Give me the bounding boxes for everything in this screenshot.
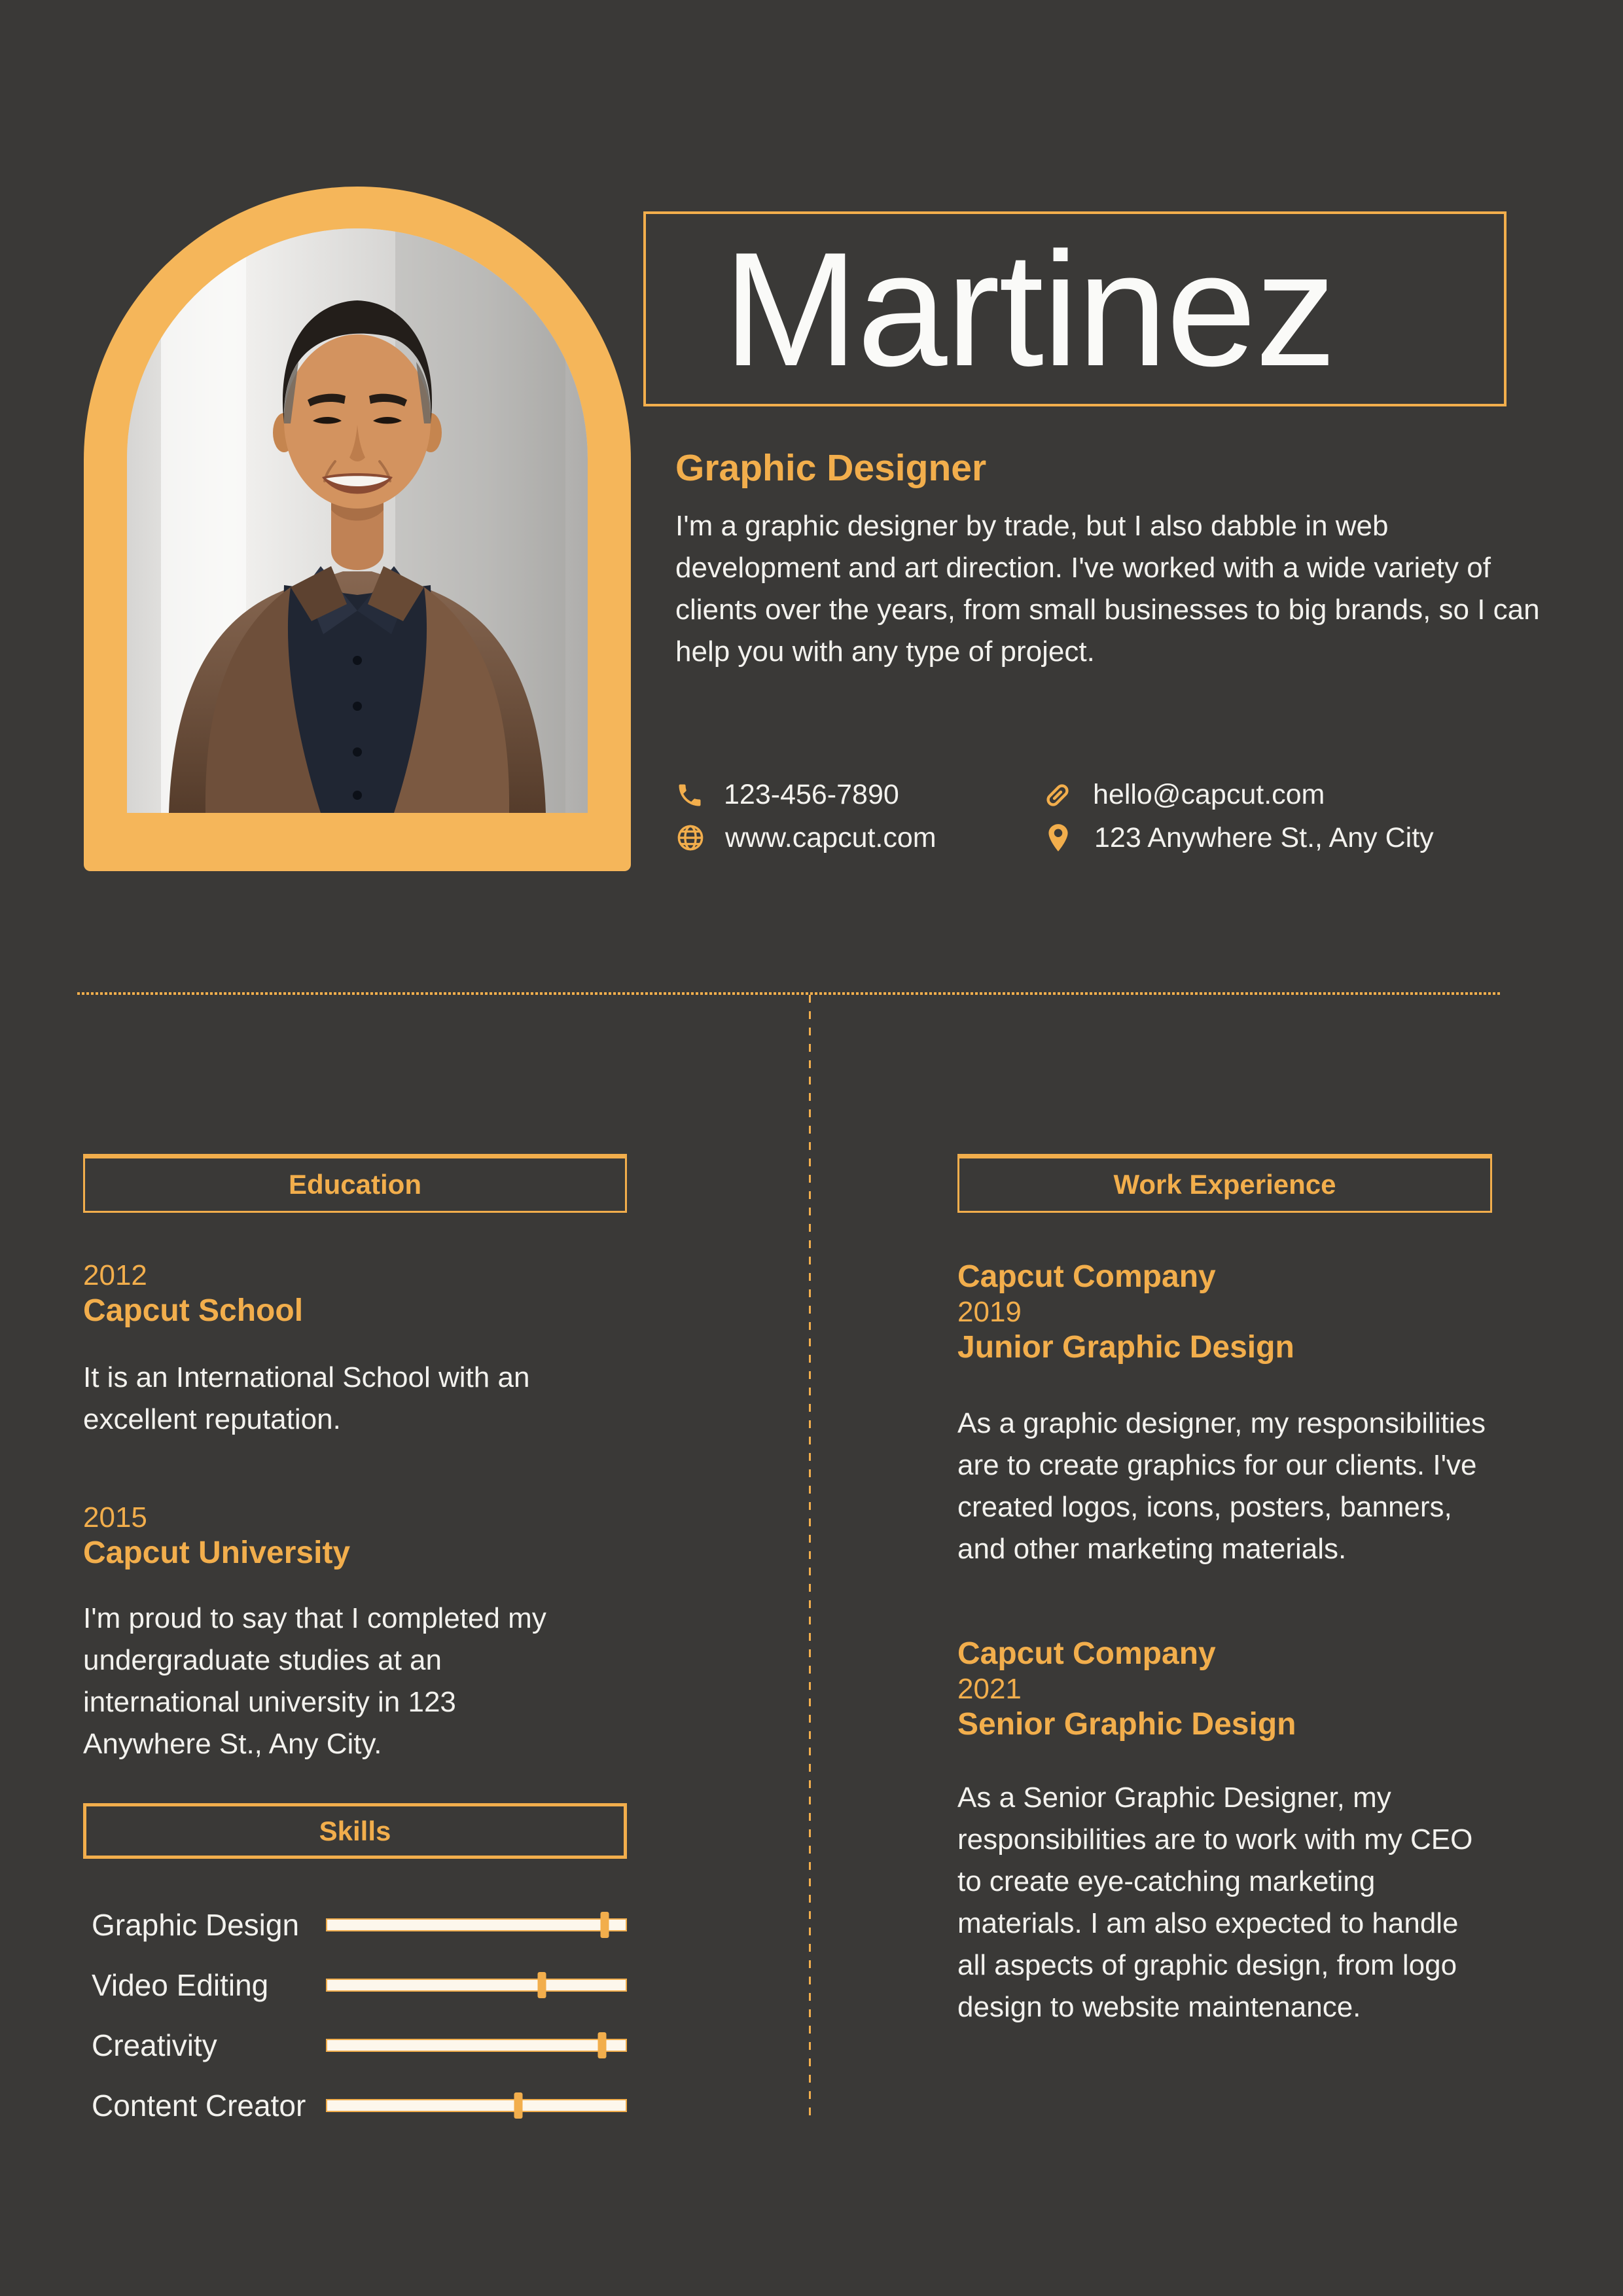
contact-item-phone (675, 779, 1042, 811)
skill-slider (326, 1979, 627, 1992)
contact-item-address (1042, 821, 1434, 854)
skill-row (83, 1906, 627, 1944)
contact-value: 123 Anywhere St., Any City (1094, 821, 1434, 853)
section-title-education: Education (288, 1169, 421, 1200)
skill-label: Creativity (92, 2028, 217, 2062)
entry-school: Capcut School (83, 1293, 304, 1328)
skill-slider (326, 2099, 627, 2112)
contact-item-email (1042, 779, 1434, 811)
page-title: Martinez (723, 218, 1335, 400)
skill-row (83, 2026, 627, 2064)
entry-role: Senior Graphic Design (957, 1707, 1296, 1742)
section-title-work: Work Experience (1113, 1169, 1336, 1200)
entry-year: 2015 (83, 1501, 147, 1534)
entry-description: It is an International School with an excellent reputation. (83, 1361, 530, 1435)
skills-section-header (83, 1803, 627, 1859)
skill-slider-thumb (597, 2032, 606, 2058)
photo-arch-frame (84, 187, 631, 871)
profile-photo (127, 228, 588, 813)
bio-text: I'm a graphic designer by trade, but I also dabble in web development and art direction. I've worked with a wide variety of clients over the years, from small businesses to big brands, so I can help you with any type of project. (675, 510, 1540, 668)
entry-description: As a graphic designer, my responsibilities are to create graphics for our clients. I've created logos, icons, posters, banners, and other marketing materials. (957, 1407, 1486, 1565)
role-title: Graphic Designer (675, 447, 987, 489)
name-box (643, 211, 1507, 406)
entry-description: I'm proud to say that I completed my undergraduate studies at an international university in 123 Anywhere St., Any City. (83, 1602, 546, 1760)
work-entry (957, 1636, 1492, 2028)
skill-label: Content Creator (92, 2089, 306, 2123)
entry-year: 2019 (957, 1296, 1022, 1328)
education-entry (83, 1259, 627, 1441)
entry-school: Capcut University (83, 1535, 351, 1570)
skills-section (83, 1803, 627, 2125)
skill-slider-thumb (514, 2092, 522, 2119)
skill-slider-thumb (538, 1972, 546, 1998)
skill-row (83, 1966, 627, 2004)
contact-value: 123-456-7890 (724, 779, 899, 810)
location-icon (1042, 821, 1075, 854)
skill-slider-thumb (601, 1912, 609, 1938)
section-title-skills: Skills (319, 1815, 391, 1846)
photo-window (127, 228, 588, 813)
entry-company: Capcut Company (957, 1259, 1216, 1294)
left-column (83, 1154, 627, 2147)
skill-list (83, 1906, 627, 2125)
skill-label: Video Editing (92, 1968, 269, 2002)
education-section-header (83, 1154, 627, 1213)
skill-label: Graphic Design (92, 1908, 300, 1942)
contact-value: hello@capcut.com (1093, 779, 1325, 810)
phone-icon (675, 781, 704, 810)
entry-year: 2021 (957, 1673, 1022, 1705)
work-entry (957, 1259, 1492, 1570)
link-icon (1042, 780, 1073, 811)
contact-item-website (675, 821, 1042, 854)
entry-role: Junior Graphic Design (957, 1330, 1294, 1365)
entry-description: As a Senior Graphic Designer, my responsibilities are to work with my CEO to create eye-catching marketing materials. I am also expected to handle all aspects of graphic design, from logo design to website maintenance. (957, 1782, 1473, 2023)
globe-icon (675, 823, 705, 853)
skill-slider (326, 2039, 627, 2052)
work-section-header (957, 1154, 1492, 1213)
entry-year: 2012 (83, 1259, 147, 1291)
skill-slider (326, 1918, 627, 1931)
horizontal-divider (77, 992, 1500, 995)
contact-value: www.capcut.com (725, 821, 936, 853)
contact-list (675, 779, 1434, 854)
vertical-divider (809, 995, 811, 2119)
right-column (957, 1154, 1492, 2028)
skill-row (83, 2087, 627, 2125)
entry-company: Capcut Company (957, 1636, 1216, 1671)
education-entry (83, 1501, 627, 1765)
